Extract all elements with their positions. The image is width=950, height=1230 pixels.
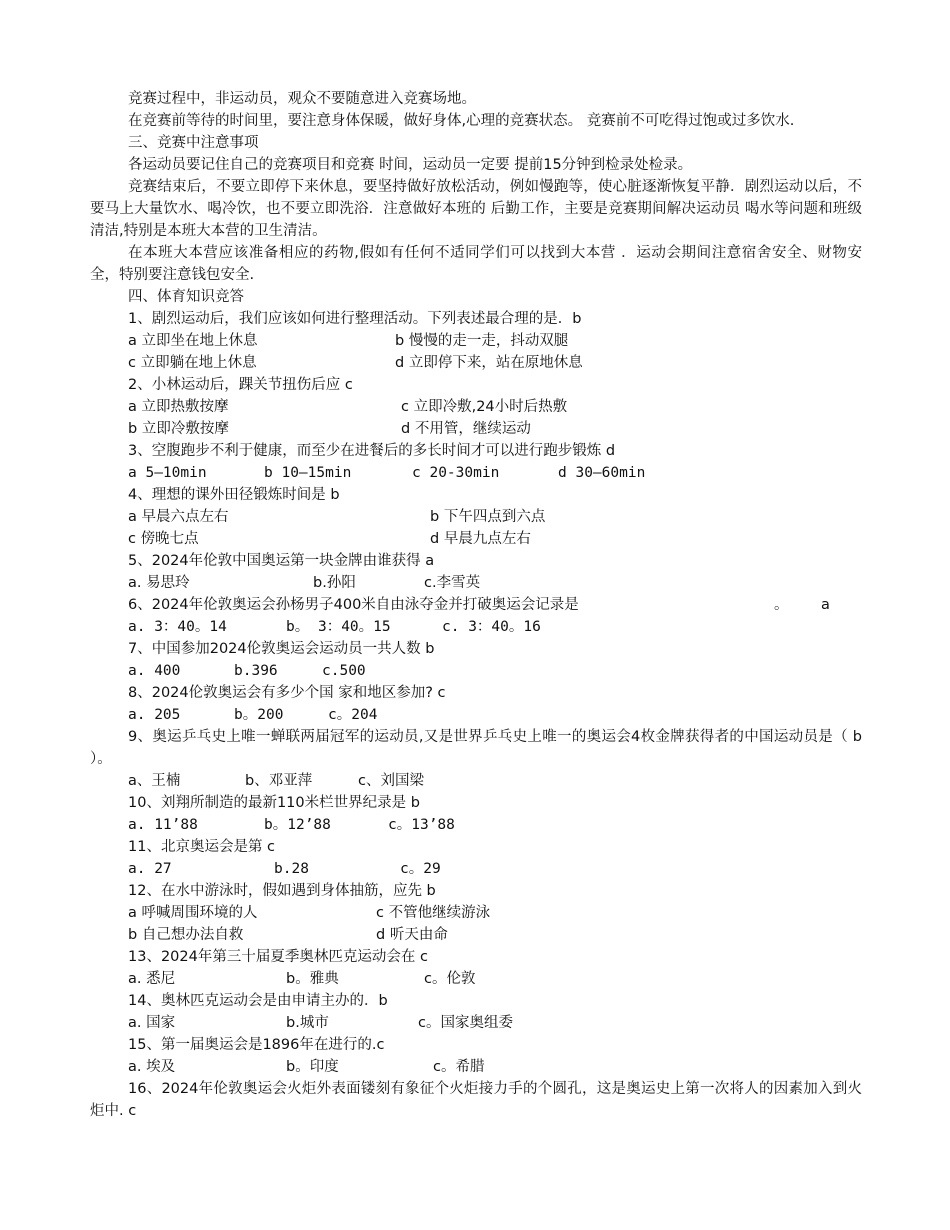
option: a 呼喊周围环境的人 <box>128 905 258 921</box>
option: a. 11’88 <box>128 817 198 833</box>
option: a 早晨六点左右 <box>128 509 229 525</box>
option: a. 埃及 <box>128 1059 176 1075</box>
option: d 30—60min <box>558 465 646 481</box>
option: b、邓亚萍 <box>245 773 313 789</box>
option: b。 3：40。15 <box>286 619 391 635</box>
option: d 早晨九点左右 <box>430 531 531 547</box>
question: 2、小林运动后，踝关节扭伤后应 c <box>128 377 353 393</box>
options-row <box>90 902 862 924</box>
option: c。29 <box>400 861 441 877</box>
option: c.500 <box>322 663 366 679</box>
options-row <box>90 704 862 726</box>
options-row <box>90 1012 862 1034</box>
section-heading: 四、体育知识竞答 <box>128 289 244 305</box>
question: 14、奥林匹克运动会是由申请主办的．b <box>128 993 388 1009</box>
option: a 立即热敷按摩 <box>128 399 229 415</box>
option: b 自己想办法自救 <box>128 927 244 943</box>
paragraph: 在竞赛前等待的时间里，要注意身体保暖，做好身体,心理的竞赛状态。 竞赛前不可吃得过饱或过多饮水. <box>128 113 795 129</box>
options-row <box>90 814 862 836</box>
question: 16、2024年伦敦奥运会火炬外表面镂刻有象征个火炬接力手的个圆孔，这是奥运史上第一次将人的因素加入到火炬中. c <box>90 1081 862 1119</box>
options-row <box>90 528 862 550</box>
option: b.城市 <box>286 1015 329 1031</box>
options-row <box>90 418 862 440</box>
options-row <box>90 506 862 528</box>
options-row <box>90 858 862 880</box>
question: 11、北京奥运会是第 c <box>128 839 276 855</box>
option: a 5—10min <box>128 465 207 481</box>
question: 4、理想的课外田径锻炼时间是 b <box>128 487 340 503</box>
question: 8、2024伦敦奥运会有多少个国 家和地区参加? c <box>128 685 446 701</box>
option: c、刘国梁 <box>358 773 424 789</box>
option: b。雅典 <box>286 971 339 987</box>
option: c。伦敦 <box>424 971 476 987</box>
option: b.28 <box>274 861 309 877</box>
options-row <box>90 396 862 418</box>
option: c。国家奥组委 <box>418 1015 513 1031</box>
option: c.李雪英 <box>424 575 481 591</box>
option: b 立即冷敷按摩 <box>128 421 229 437</box>
option: c. 3：40。16 <box>442 619 541 635</box>
options-row <box>90 616 862 638</box>
options-row <box>90 352 862 374</box>
option: c 立即冷敷,24小时后热敷 <box>401 399 568 415</box>
question: 13、2024年第三十届夏季奥林匹克运动会在 c <box>128 949 428 965</box>
option: c 傍晚七点 <box>128 531 199 547</box>
option: d 不用管，继续运动 <box>401 421 531 437</box>
option: b。印度 <box>286 1059 339 1075</box>
option: c。希腊 <box>433 1059 485 1075</box>
option: a. 易思玲 <box>128 575 190 591</box>
option: a. 400 <box>128 663 181 679</box>
option: a. 悉尼 <box>128 971 176 987</box>
option: c。13’88 <box>388 817 455 833</box>
option: a. 国家 <box>128 1015 176 1031</box>
options-row <box>90 330 862 352</box>
option: b 10—15min <box>264 465 352 481</box>
question: 9、奥运乒乓史上唯一蝉联两届冠军的运动员,又是世界乒乓史上唯一的奥运会4枚金牌获得者的中国运动员是（ b ）。 <box>90 729 862 767</box>
option: b.孙阳 <box>313 575 356 591</box>
question: 6、2024年伦敦奥运会孙杨男子400米自由泳夺金并打破奥运会记录是 。 a <box>128 597 830 613</box>
option: a. 3：40。14 <box>128 619 227 635</box>
option: d 听天由命 <box>376 927 448 943</box>
paragraph: 各运动员要记住自己的竞赛项目和竞赛 时间，运动员一定要 提前15分钟到检录处检录。 <box>128 157 693 173</box>
section-heading: 三、竞赛中注意事项 <box>128 135 259 151</box>
options-row <box>90 770 862 792</box>
option: c 不管他继续游泳 <box>376 905 491 921</box>
option: b.396 <box>234 663 278 679</box>
option: b 慢慢的走一走，抖动双腿 <box>395 333 569 349</box>
options-row <box>90 660 862 682</box>
options-row <box>90 462 862 484</box>
option: b 下午四点到六点 <box>430 509 546 525</box>
paragraph: 竞赛结束后，不要立即停下来休息，要坚持做好放松活动，例如慢跑等，使心脏逐渐恢复平静．剧烈运动以后，不要马上大量饮水、喝冷饮，也不要立即洗浴．注意做好本班的 后勤工作，主要是竞赛期间解决运动员 喝水等问题和班级清洁,特别是本班大本营的卫生清洁。 <box>90 179 862 239</box>
option: c 立即躺在地上休息 <box>128 355 257 371</box>
question: 1、剧烈运动后，我们应该如何进行整理活动。下列表述最合理的是．b <box>128 311 582 327</box>
option: b。12’88 <box>264 817 331 833</box>
option: a. 27 <box>128 861 172 877</box>
question: 3、空腹跑步不利于健康，而至少在进餐后的多长时间才可以进行跑步锻炼 d <box>128 443 616 459</box>
options-row <box>90 924 862 946</box>
option: a. 205 <box>128 707 181 723</box>
options-row <box>90 572 862 594</box>
paragraph: 在本班大本营应该准备相应的药物,假如有任何不适同学们可以找到大本营 ．运动会期间注意宿舍安全、财物安全，特别要注意钱包安全. <box>90 245 862 283</box>
options-row <box>90 968 862 990</box>
question: 10、刘翔所制造的最新110米栏世界纪录是 b <box>128 795 420 811</box>
question: 7、中国参加2024伦敦奥运会运动员一共人数 b <box>128 641 435 657</box>
document-page <box>90 88 862 1122</box>
option: c。204 <box>328 707 378 723</box>
question: 12、在水中游泳时，假如遇到身体抽筋，应先 b <box>128 883 436 899</box>
option: a 立即坐在地上休息 <box>128 333 258 349</box>
option: a、王楠 <box>128 773 181 789</box>
question: 5、2024年伦敦中国奥运第一块金牌由谁获得 a <box>128 553 435 569</box>
option: c 20-30min <box>412 465 500 481</box>
question: 15、第一届奥运会是1896年在进行的.c <box>128 1037 385 1053</box>
option: b。200 <box>234 707 284 723</box>
options-row <box>90 1056 862 1078</box>
paragraph: 竞赛过程中，非运动员，观众不要随意进入竞赛场地。 <box>128 91 476 107</box>
option: d 立即停下来，站在原地休息 <box>395 355 583 371</box>
